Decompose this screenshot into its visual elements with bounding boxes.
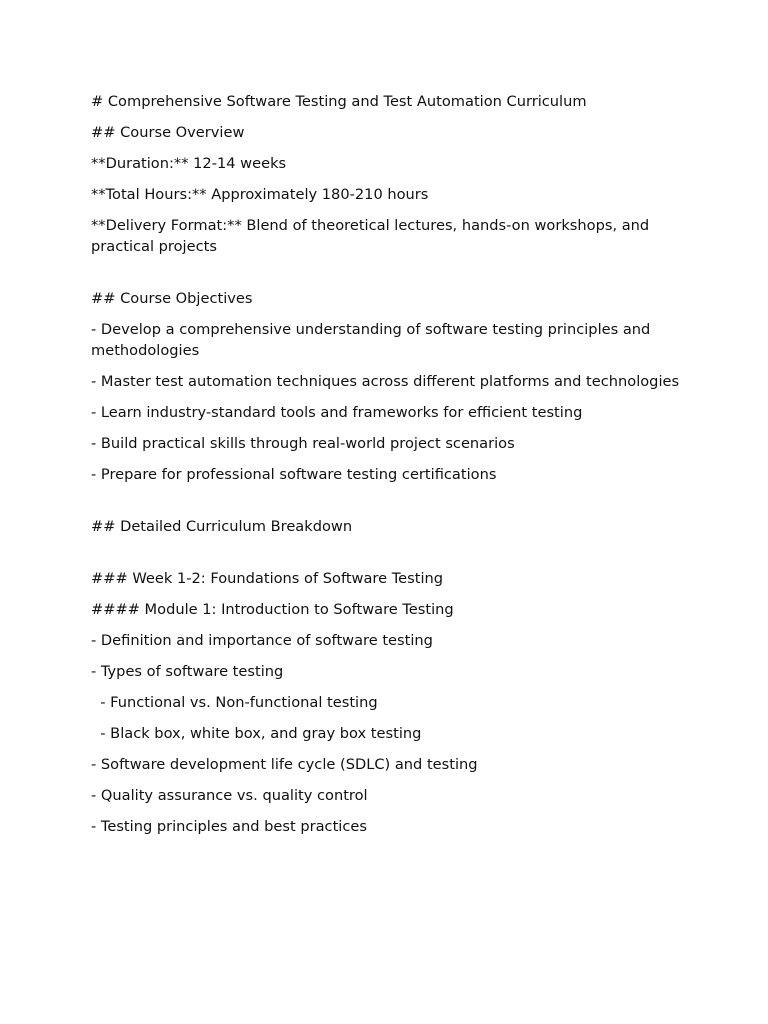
document-title: # Comprehensive Software Testing and Test Automation Curriculum xyxy=(91,93,587,110)
heading-course-objectives: ## Course Objectives xyxy=(91,290,253,307)
duration-line: **Duration:** 12-14 weeks xyxy=(91,155,287,172)
objective-item: - Prepare for professional software testing certifications xyxy=(91,466,497,483)
document-body xyxy=(91,91,681,847)
module-item: - Quality assurance vs. quality control xyxy=(91,787,368,804)
module-item: - Software development life cycle (SDLC) and testing xyxy=(91,756,478,773)
blank-line xyxy=(91,267,681,288)
total-hours-line: **Total Hours:** Approximately 180-210 hours xyxy=(91,186,429,203)
module-item: - Types of software testing xyxy=(91,663,284,680)
module-subitem: - Black box, white box, and gray box testing xyxy=(91,725,422,742)
heading-course-overview: ## Course Overview xyxy=(91,124,245,141)
blank-line xyxy=(91,547,681,568)
blank-line xyxy=(91,495,681,516)
module-subitem: - Functional vs. Non-functional testing xyxy=(91,694,378,711)
objective-item: - Learn industry-standard tools and frameworks for efficient testing xyxy=(91,404,583,421)
objective-item: - Master test automation techniques across different platforms and technologies xyxy=(91,373,680,390)
objective-item: - Build practical skills through real-world project scenarios xyxy=(91,435,515,452)
heading-week-1-2: ### Week 1-2: Foundations of Software Testing xyxy=(91,570,444,587)
delivery-format-line: **Delivery Format:** Blend of theoretical lectures, hands-on workshops, and practical projects xyxy=(91,217,654,255)
heading-module-1: #### Module 1: Introduction to Software Testing xyxy=(91,601,454,618)
objective-item: - Develop a comprehensive understanding of software testing principles and methodologies xyxy=(91,321,655,359)
module-item: - Definition and importance of software testing xyxy=(91,632,433,649)
heading-curriculum-breakdown: ## Detailed Curriculum Breakdown xyxy=(91,518,353,535)
module-item: - Testing principles and best practices xyxy=(91,818,367,835)
